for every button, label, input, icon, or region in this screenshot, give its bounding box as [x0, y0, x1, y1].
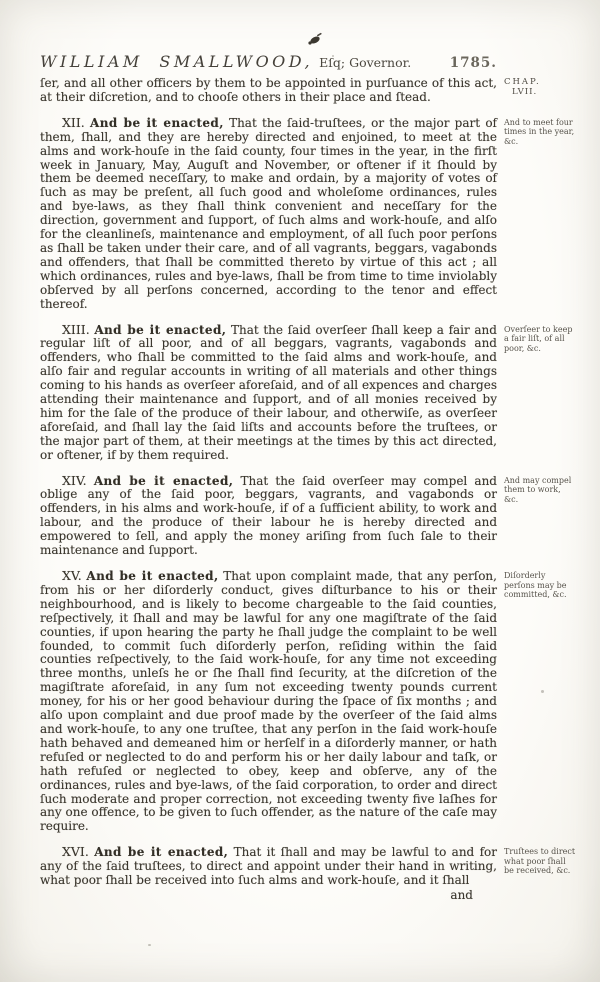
- running-head: [40, 52, 497, 71]
- section-number: XVI.: [62, 844, 89, 860]
- margin-note-xv: Diſorderly perſons may be committed, &c.: [504, 571, 567, 600]
- enacting-phrase: And be it enacted,: [94, 845, 229, 860]
- margin-note-xiii: Overſeer to keep a fair liſt, of all poor, &c.: [504, 324, 573, 353]
- intro-text: ſer, and all other officers by them to be appointed in purſuance of this act, at their diſcretion, and to chooſe others in their place and ſtead.: [40, 76, 497, 104]
- enacting-phrase: And be it enacted,: [90, 115, 224, 130]
- governor-title: Eſq; Governor.: [319, 55, 412, 70]
- catchword: and: [450, 887, 473, 902]
- section-number: XIII.: [62, 321, 90, 337]
- section-number: XIV.: [62, 472, 87, 488]
- chapter-number: LVII.: [512, 87, 538, 97]
- section-number: XV.: [62, 568, 82, 583]
- page-content: [40, 52, 576, 902]
- margin-note-xiv: And may compel them to work, &c.: [504, 475, 572, 504]
- enacting-phrase: And be it enacted,: [86, 569, 219, 583]
- section-number: XII.: [62, 114, 85, 130]
- chapter-note: [504, 77, 576, 97]
- section-xiii: [40, 321, 573, 463]
- ink-blot-mark: [303, 31, 325, 47]
- section-body: That the ſaid-truſtees, or the major part of them, ſhall, and they are hereby directed and enjoined, to meet at the alms and work-houſe in the ſaid county, four times in the year, in the firſt week in January, May, Auguſt and November, or oftener if it ſhould by them be deemed neceſſary, to make and ordain, by a majority of votes of ſuch as may be preſent, all ſuch good and wholeſome ordinances, rules and bye-laws, as they ſhall think convenient and neceſſary for the direction, government and ſupport, of ſuch alms and work-houſe, and alſo for the cleanlineſs, maintenance and employment, of all ſuch poor perſons as ſhall be taken under their care, and of all vagrants, beggars, vagabonds and offenders, that ſhall be committed thereto by virtue of this act ; all which ordinances, rules and bye-laws, ſhall be from time to time inviolably obſerved by all perſons concerned, according to the tenor and effect thereof.: [40, 115, 497, 311]
- section-xii: [40, 114, 575, 312]
- section-body: That the ſaid overſeer ſhall keep a fair and regular liſt of all poor, and of all beggars, vagrants, vagabonds and offenders, who ſhall be committed to the ſaid alms and work-houſe, and alſo fair and regular accounts in writing of all materials and other things coming to his hands as overſeer aforeſaid, and of all expences and charges attending their maintenance and ſupport, and of all monies received by him for the ſale of the produce of their labour, and otherwiſe, as overſeer aforeſaid, and ſhall lay the ſaid liſts and accounts before the truſtees, or the major part of them, at their meetings at the times by this act directed, or oftener, if by them required.: [40, 322, 497, 462]
- paper-speck: [541, 690, 544, 693]
- margin-note-xii: And to meet four times in the year, &c.: [504, 117, 575, 146]
- section-body: That the ſaid overſeer may compel and oblige any of the ſaid poor, beggars, vagrants, and vagabonds or offenders, in his alms and work-houſe, if of a ſufficient ability, to work and labour, and the produce of their labour he is hereby directed and empowered to ſell, and apply the money ariſing from ſuch ſale to their maintenance and ſupport.: [40, 473, 497, 558]
- intro-paragraph: [40, 76, 541, 105]
- margin-note-xvi: Truſtees to direct what poor ſhall be received, &c.: [504, 847, 576, 876]
- section-body: That upon complaint made, that any perſon, from his or her diſorderly conduct, gives diſturbance to his or their neighbourhood, and is likely to become chargeable to the ſaid counties, reſpectively, it ſhall and may be lawful for any one magiſtrate of the ſaid counties, if upon hearing the party he ſhall judge the complaint to be well founded, to commit ſuch diſorderly perſon, reſiding within the ſaid counties reſpectively, to the ſaid work-houſe, for any time not exceeding three months, unleſs he or ſhe ſhall find ſecurity, at the diſcretion of the magiſtrate aforeſaid, in any ſum not exceeding twenty pounds current money, for his or her good behaviour during the ſpace of ſix months ; and alſo upon complaint and due proof made by the overſeer of the ſaid alms and work-houſe, to any one truſtee, that any perſon in the ſaid work-houſe hath behaved and demeaned him or herſelf in a diſorderly manner, or hath refuſed or neglected to do and perform his or her daily labour and taſk, or hath refuſed or neglected to obey, keep and obſerve, any of the ordinances, rules and bye-laws, of the ſaid corporation, to order and direct ſuch moderate and proper correction, not exceeding twenty five laſhes for any one offence, to be given to ſuch offender, as the nature of the caſe may require.: [40, 569, 497, 834]
- enacting-phrase: And be it enacted,: [94, 322, 227, 337]
- section-xiv: [40, 472, 572, 558]
- page-year: 1785.: [449, 55, 497, 71]
- paper-speck: [148, 944, 151, 946]
- enacting-phrase: And be it enacted,: [93, 473, 234, 488]
- section-body: That it ſhall and may be lawful to and for any of the ſaid truſtees, to direct and appoint under their hand in writing, what poor ſhall be received into ſuch alms and work-houſe, and it ſhall: [40, 845, 497, 888]
- section-xv: [40, 568, 567, 834]
- governor-name: WILLIAM SMALLWOOD,: [40, 52, 314, 71]
- chapter-label: CHAP.: [504, 77, 541, 87]
- section-xvi: [40, 844, 576, 888]
